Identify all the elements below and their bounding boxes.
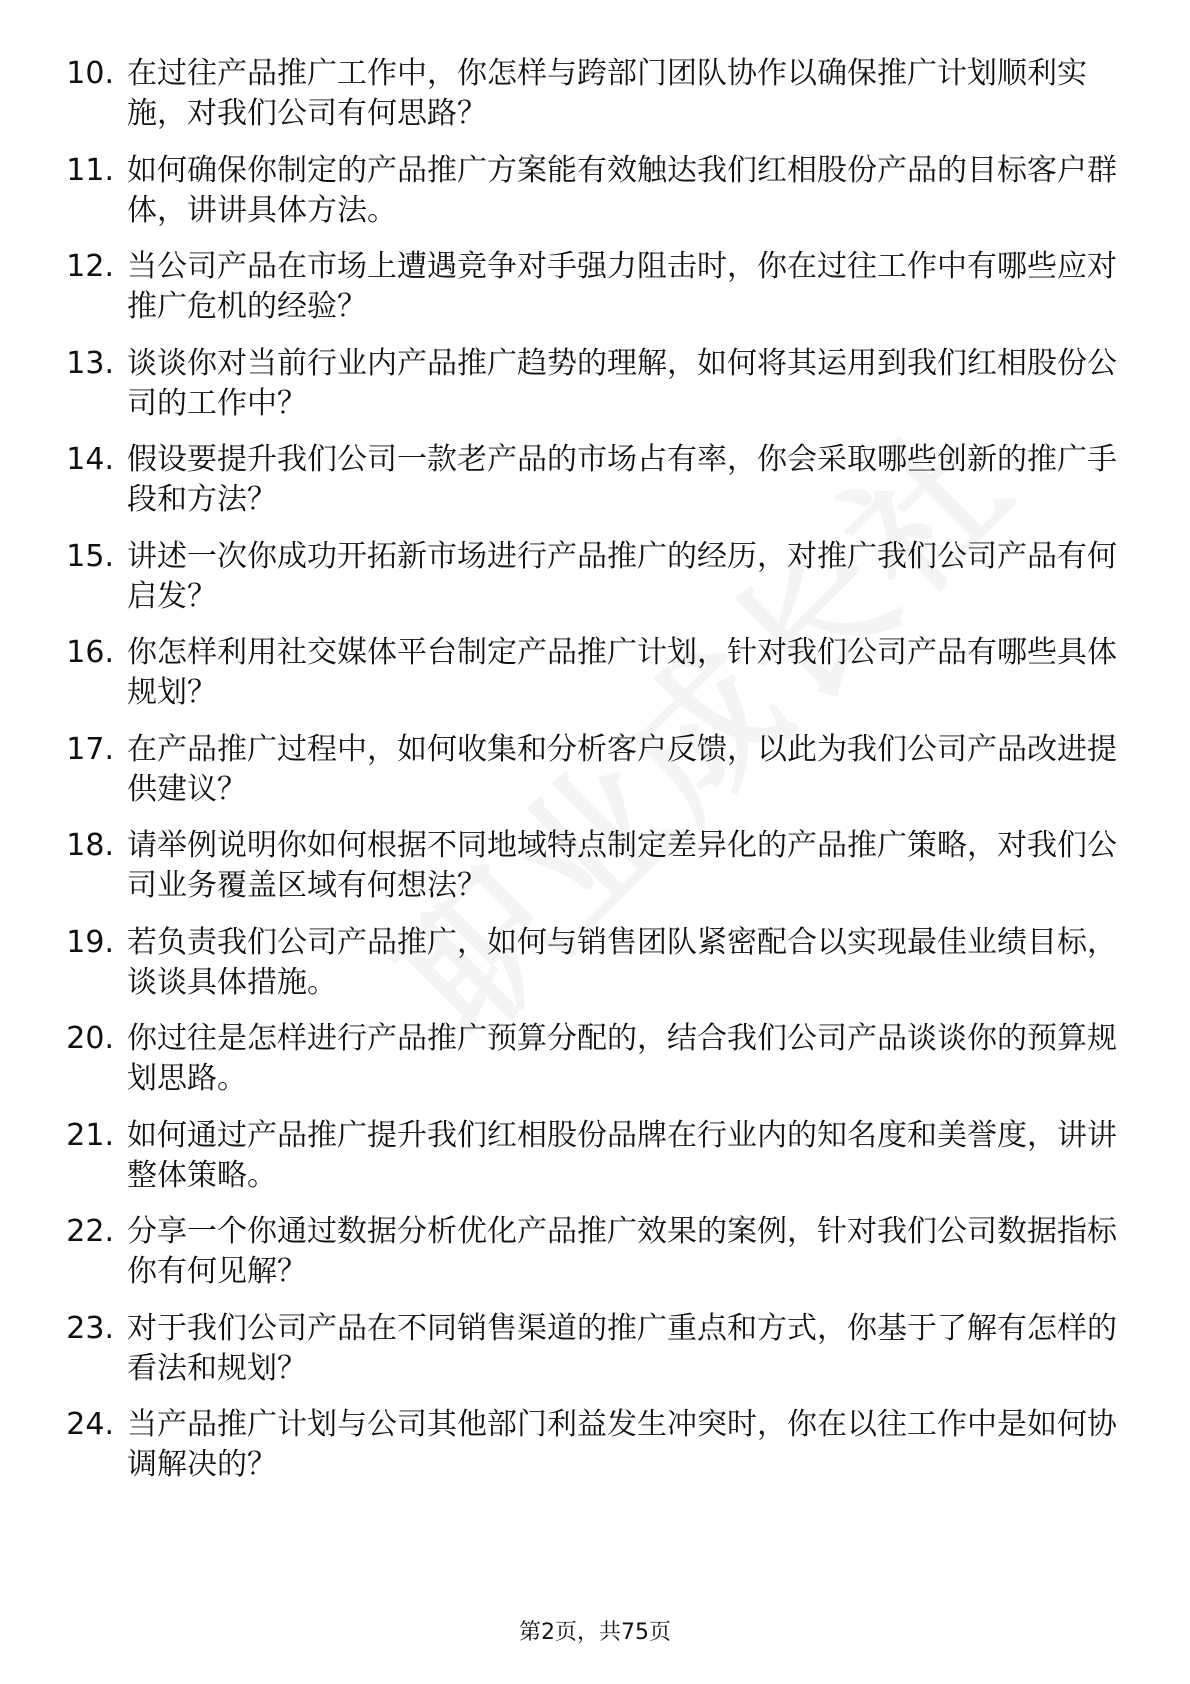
question-item	[0, 247, 1190, 344]
question-item	[0, 633, 1190, 730]
question-item	[0, 1212, 1190, 1309]
question-item	[0, 54, 1190, 151]
question-item	[0, 1405, 1190, 1502]
question-text: 你怎样利用社交媒体平台制定产品推广计划，针对我们公司产品有哪些具体规划？	[127, 635, 1117, 710]
question-text: 分享一个你通过数据分析优化产品推广效果的案例，针对我们公司数据指标你有何见解？	[127, 1214, 1117, 1289]
question-text: 你过往是怎样进行产品推广预算分配的，结合我们公司产品谈谈你的预算规划思路。	[127, 1021, 1117, 1096]
question-item	[0, 151, 1190, 248]
question-item	[0, 344, 1190, 441]
question-item	[0, 730, 1190, 827]
question-number: 12.	[66, 249, 114, 284]
question-text: 对于我们公司产品在不同销售渠道的推广重点和方式，你基于了解有怎样的看法和规划？	[127, 1310, 1117, 1386]
question-number: 24.	[66, 1407, 114, 1442]
question-item	[0, 537, 1190, 634]
question-list	[0, 54, 1190, 1502]
question-number: 15.	[66, 538, 114, 574]
question-number: 23.	[66, 1310, 114, 1346]
question-number: 16.	[66, 635, 114, 670]
question-number: 18.	[66, 828, 114, 863]
question-number: 21.	[66, 1117, 114, 1153]
question-text: 如何通过产品推广提升我们红相股份品牌在行业内的知名度和美誉度，讲讲整体策略。	[127, 1117, 1117, 1193]
question-item	[0, 1116, 1190, 1213]
page-footer: 第2页，共75页	[519, 1620, 671, 1645]
question-item	[0, 1309, 1190, 1406]
question-item	[0, 923, 1190, 1020]
question-text: 如何确保你制定的产品推广方案能有效触达我们红相股份产品的目标客户群体，讲讲具体方法。	[127, 152, 1117, 228]
question-text: 请举例说明你如何根据不同地域特点制定差异化的产品推广策略，对我们公司业务覆盖区域有何想法？	[127, 828, 1117, 903]
question-number: 13.	[66, 345, 114, 381]
question-text: 假设要提升我们公司一款老产品的市场占有率，你会采取哪些创新的推广手段和方法？	[127, 442, 1117, 517]
question-item	[0, 1019, 1190, 1116]
question-number: 10.	[66, 56, 114, 91]
question-number: 17.	[66, 731, 114, 767]
question-number: 19.	[66, 924, 114, 960]
question-number: 14.	[66, 442, 114, 477]
question-item	[0, 826, 1190, 923]
question-text: 在过往产品推广工作中，你怎样与跨部门团队协作以确保推广计划顺利实施，对我们公司有何思路？	[127, 56, 1087, 131]
question-text: 若负责我们公司产品推广，如何与销售团队紧密配合以实现最佳业绩目标，谈谈具体措施。	[127, 924, 1117, 1000]
question-text: 当公司产品在市场上遭遇竞争对手强力阻击时，你在过往工作中有哪些应对推广危机的经验？	[127, 249, 1117, 324]
question-text: 谈谈你对当前行业内产品推广趋势的理解，如何将其运用到我们红相股份公司的工作中？	[127, 345, 1117, 421]
question-number: 22.	[66, 1214, 114, 1249]
question-item	[0, 440, 1190, 537]
question-text: 当产品推广计划与公司其他部门利益发生冲突时，你在以往工作中是如何协调解决的？	[127, 1407, 1117, 1482]
question-text: 在产品推广过程中，如何收集和分析客户反馈，以此为我们公司产品改进提供建议？	[127, 731, 1117, 807]
question-text: 讲述一次你成功开拓新市场进行产品推广的经历，对推广我们公司产品有何启发？	[127, 538, 1117, 614]
question-number: 20.	[66, 1021, 114, 1056]
question-number: 11.	[66, 152, 114, 188]
